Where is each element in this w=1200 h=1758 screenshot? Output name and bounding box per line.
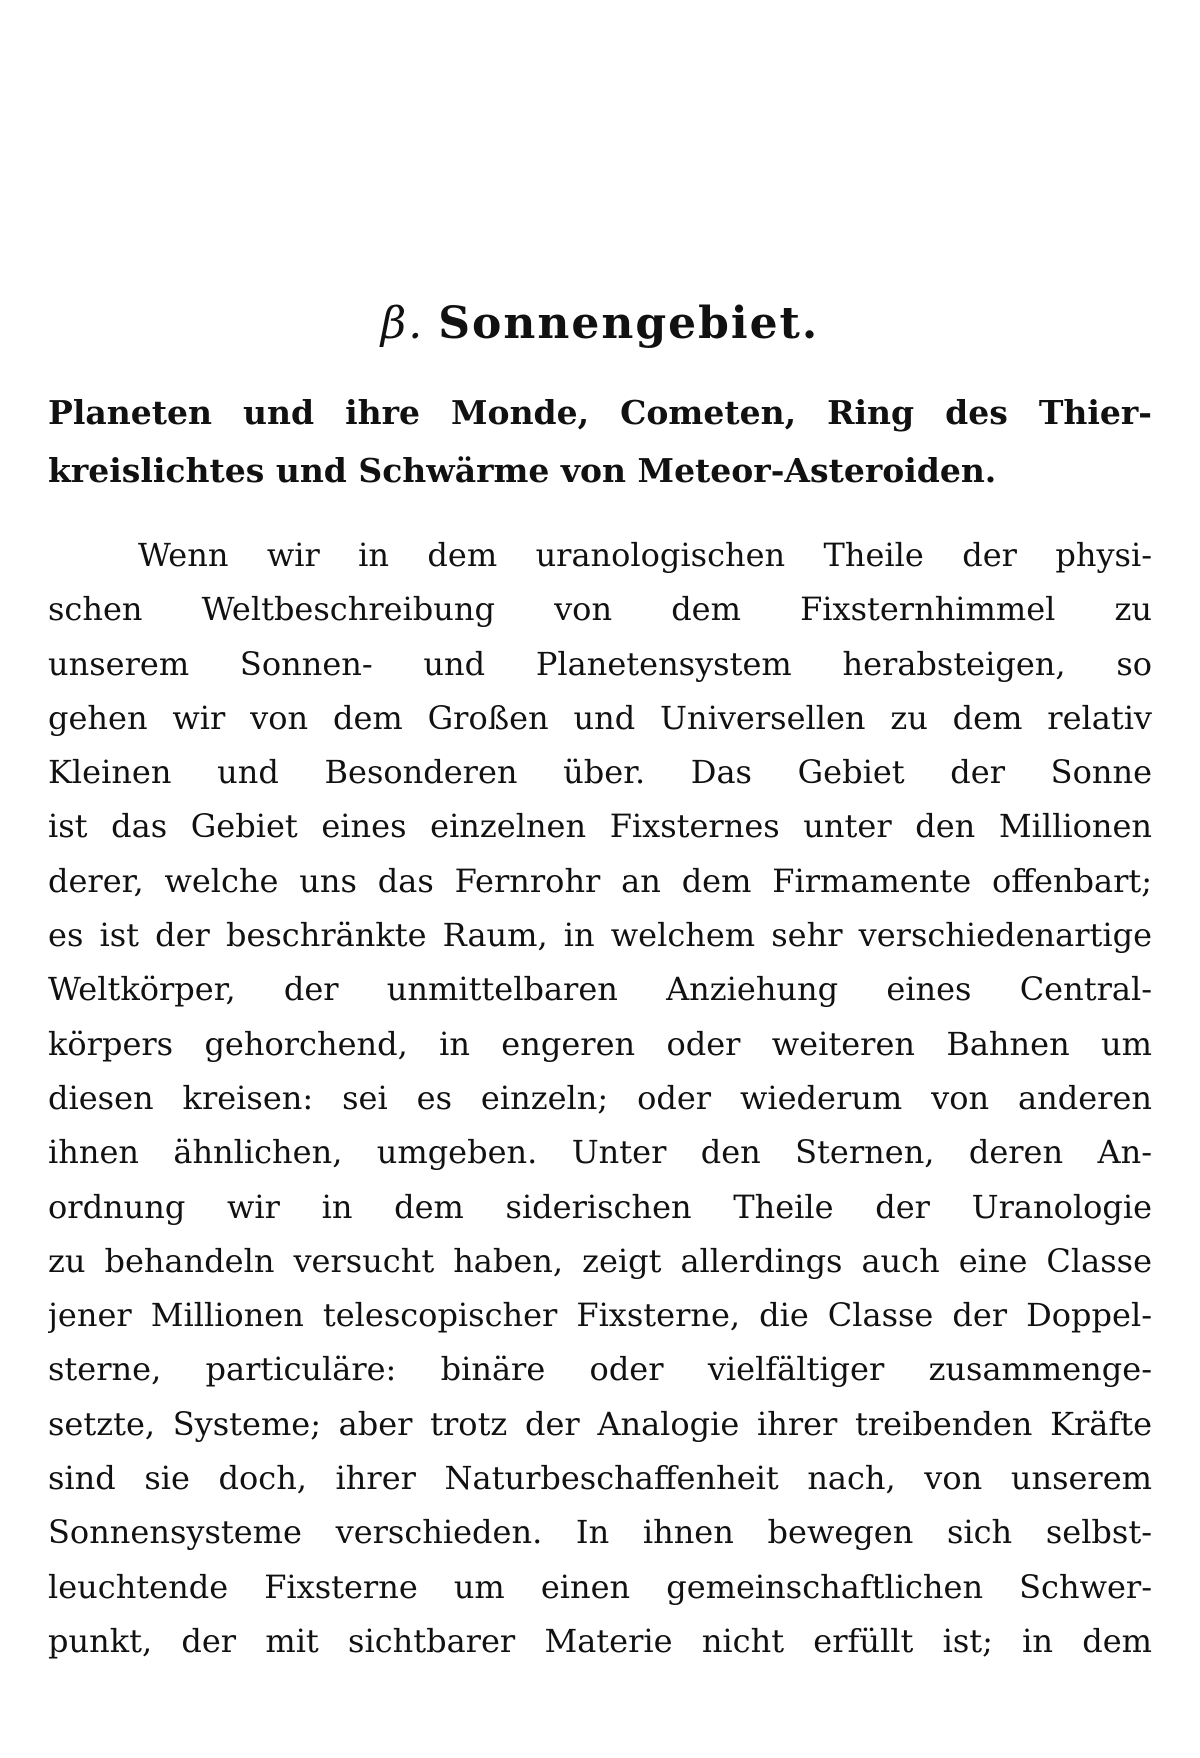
section-title bbox=[0, 296, 1200, 352]
text-line: setzte, Systeme; aber trotz der Analogie ihrer treibenden Kräfte bbox=[48, 1404, 1152, 1443]
text-line: körpers gehorchend, in engeren oder weiteren Bahnen um bbox=[48, 1024, 1152, 1063]
text-line: zu behandeln versucht haben, zeigt allerdings auch eine Classe bbox=[48, 1241, 1152, 1280]
text-line: ist das Gebiet eines einzelnen Fixsternes unter den Millionen bbox=[48, 807, 1152, 846]
text-line: ordnung wir in dem siderischen Theile der Uranologie bbox=[48, 1187, 1152, 1226]
text-line: derer, welche uns das Fernrohr an dem Firmamente offenbart; bbox=[48, 861, 1152, 900]
text-line: Kleinen und Besonderen über. Das Gebiet der Sonne bbox=[48, 753, 1152, 792]
subheading-line: kreislichtes und Schwärme von Meteor-Asteroiden. bbox=[48, 451, 997, 490]
text-line: jener Millionen telescopischer Fixsterne, die Classe der Doppel- bbox=[48, 1296, 1152, 1335]
section-prefix: β. bbox=[380, 298, 425, 349]
text-line: schen Weltbeschreibung von dem Fixsternhimmel zu bbox=[48, 590, 1152, 629]
text-line: diesen kreisen: sei es einzeln; oder wiederum von anderen bbox=[48, 1078, 1152, 1117]
text-line: Wenn wir in dem uranologischen Theile der physi- bbox=[138, 536, 1152, 574]
text-line: Weltkörper, der unmittelbaren Anziehung eines Central- bbox=[48, 970, 1152, 1009]
text-line: unserem Sonnen- und Planetensystem herabsteigen, so bbox=[48, 644, 1152, 683]
text-line: punkt, der mit sichtbarer Materie nicht erfüllt ist; in dem bbox=[48, 1621, 1152, 1660]
text-line: Sonnensysteme verschieden. In ihnen bewegen sich selbst- bbox=[48, 1513, 1152, 1552]
text-line: leuchtende Fixsterne um einen gemeinschaftlichen Schwer- bbox=[48, 1567, 1152, 1606]
subheading-line: Planeten und ihre Monde, Cometen, Ring des Thier- bbox=[48, 393, 1152, 432]
text-line: gehen wir von dem Großen und Universellen zu dem relativ bbox=[48, 698, 1152, 737]
subheading bbox=[48, 384, 1152, 500]
text-line: sterne, particuläre: binäre oder vielfältiger zusammenge- bbox=[48, 1350, 1152, 1389]
body-paragraph bbox=[48, 528, 1152, 1668]
text-line: ihnen ähnlichen, umgeben. Unter den Sternen, deren An- bbox=[48, 1133, 1152, 1172]
section-title-text: Sonnengebiet. bbox=[438, 298, 820, 349]
text-line: sind sie doch, ihrer Naturbeschaffenheit nach, von unserem bbox=[48, 1459, 1152, 1498]
text-line: es ist der beschränkte Raum, in welchem sehr verschiedenartige bbox=[48, 916, 1152, 955]
